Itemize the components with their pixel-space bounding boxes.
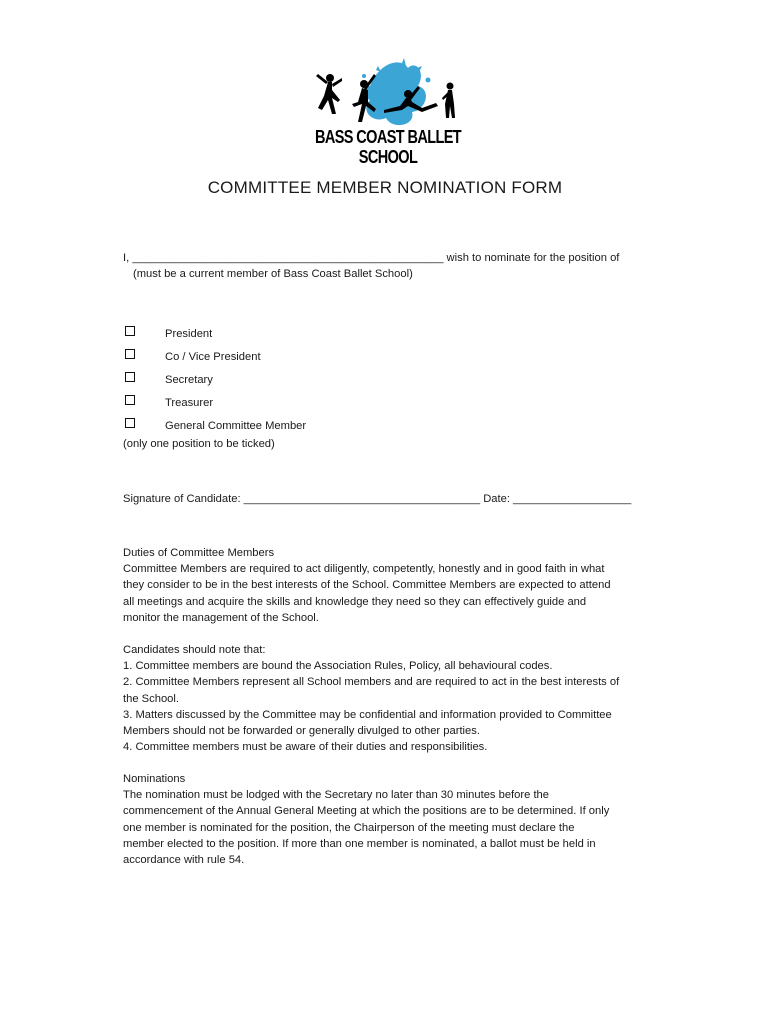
tick-note: (only one position to be ticked)	[123, 438, 275, 450]
duties-line: all meetings and acquire the skills and knowledge they need so they can effectively guide and	[123, 595, 587, 608]
option-label-president: President	[165, 328, 213, 340]
candidates-line: 2. Committee Members represent all School members and are required to act in the best interests of	[123, 676, 620, 689]
checkbox-general-member[interactable]	[125, 418, 135, 428]
nominations-line: accordance with rule 54.	[123, 854, 245, 867]
option-label-treasurer: Treasurer	[165, 397, 214, 409]
duties-heading: Duties of Committee Members	[123, 547, 275, 559]
nominations-line: The nomination must be lodged with the Secretary no later than 30 minutes before the	[123, 789, 549, 802]
candidates-section	[123, 642, 663, 755]
checkbox-vice-president[interactable]	[125, 349, 135, 359]
school-logo	[308, 56, 468, 168]
nominations-section	[123, 771, 663, 868]
nominate-line: I, __________________________________________________ wish to nominate for the position of	[123, 252, 620, 264]
candidates-line: 1. Committee members are bound the Association Rules, Policy, all behavioural codes.	[123, 660, 553, 673]
option-label-secretary: Secretary	[165, 374, 213, 386]
nominations-heading: Nominations	[123, 773, 186, 785]
candidates-heading: Candidates should note that:	[123, 644, 266, 656]
duties-line: they consider to be in the best interests of the School. Committee Members are expected to attend	[123, 579, 611, 592]
candidates-line: Members should not be forwarded or generally divulged to other parties.	[123, 725, 480, 738]
checkbox-secretary[interactable]	[125, 372, 135, 382]
option-label-vice-president: Co / Vice President	[165, 351, 261, 363]
form-title: COMMITTEE MEMBER NOMINATION FORM	[207, 178, 563, 197]
checkbox-treasurer[interactable]	[125, 395, 135, 405]
membership-note: (must be a current member of Bass Coast Ballet School)	[133, 268, 413, 280]
checkbox-president[interactable]	[125, 326, 135, 336]
nominations-line: commencement of the Annual General Meeting at which the positions are to be determined. If only	[123, 805, 610, 818]
nominations-line: member elected to the position. If more than one member is nominated, a ballot must be held in	[123, 837, 596, 850]
candidates-line: 4. Committee members must be aware of their duties and responsibilities.	[123, 741, 488, 754]
candidates-line: 3. Matters discussed by the Committee may be confidential and information provided to Committee	[123, 708, 612, 721]
signature-line: Signature of Candidate: ______________________________________ Date: ___________________	[123, 493, 632, 505]
duties-section	[123, 545, 663, 626]
candidates-line: the School.	[123, 692, 179, 705]
duties-line: Committee Members are required to act diligently, competently, honestly and in good faith in what	[123, 563, 605, 576]
option-label-general-member: General Committee Member	[165, 420, 307, 432]
logo-text: BASS COAST BALLET SCHOOL	[314, 128, 462, 168]
nominations-line: one member is nominated for the position, the Chairperson of the meeting must declare the	[123, 821, 575, 834]
duties-line: monitor the management of the School.	[123, 611, 319, 624]
